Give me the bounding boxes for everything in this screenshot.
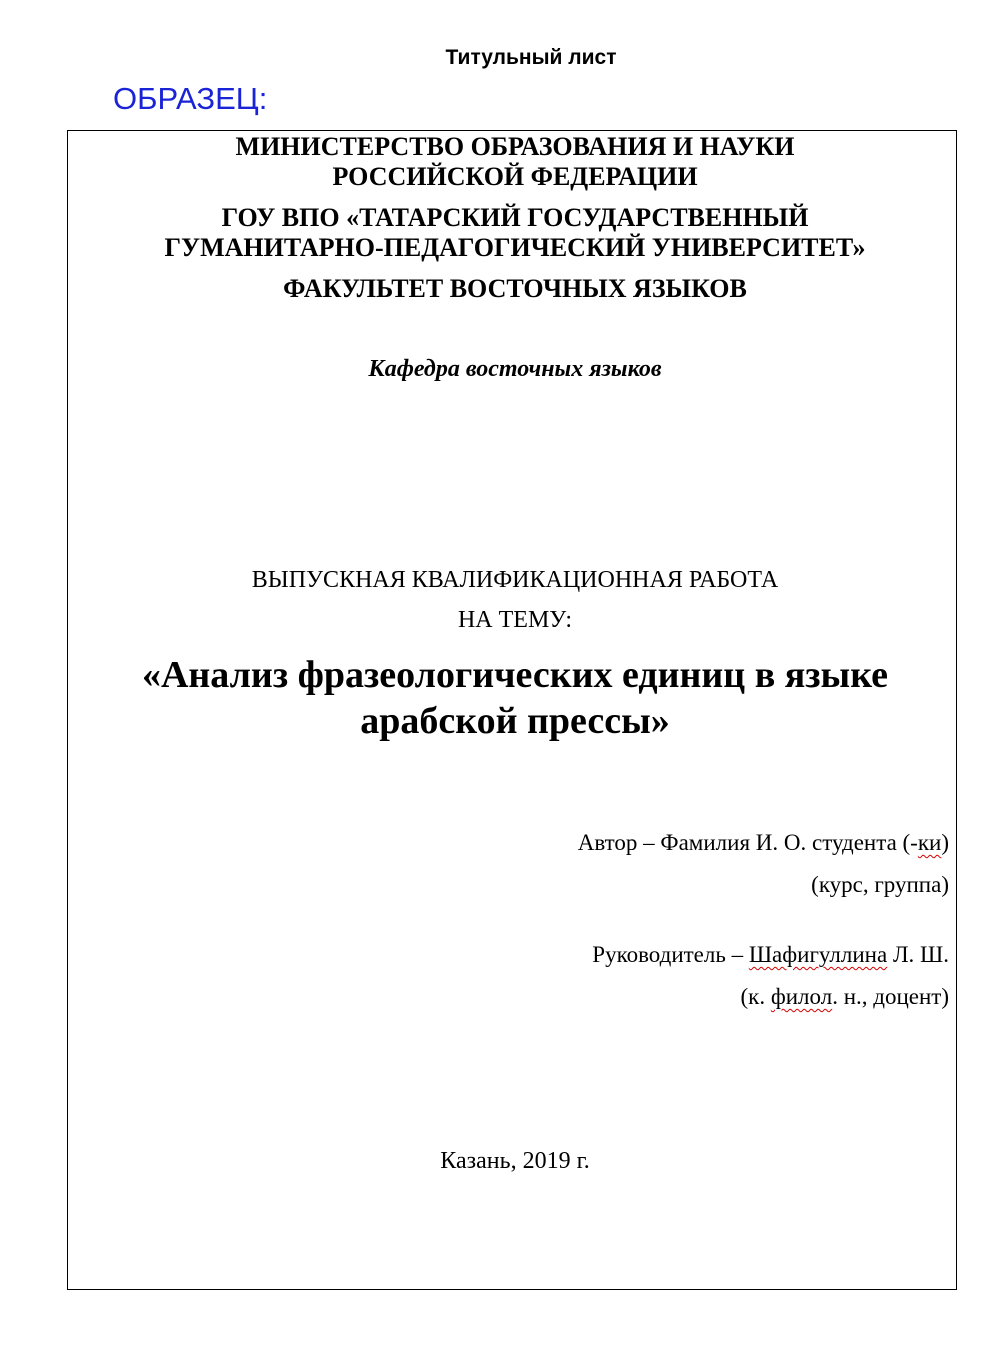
- work-type-line-1: ВЫПУСКНАЯ КВАЛИФИКАЦИОННАЯ РАБОТА: [251, 567, 779, 593]
- department-name: Кафедра восточных языков: [368, 356, 662, 382]
- supervisor-prefix: Руководитель –: [592, 942, 749, 967]
- author-suffix: ): [941, 830, 949, 855]
- spellcheck-fragment: ки: [917, 830, 942, 855]
- supervisor-degree: филол: [770, 984, 833, 1009]
- topic-line-2: арабской прессы»: [360, 700, 670, 742]
- university-line-1: ГОУ ВПО «ТАТАРСКИЙ ГОСУДАРСТВЕННЫЙ: [221, 203, 809, 232]
- work-type-line-2: НА ТЕМУ:: [457, 607, 573, 633]
- supervisor-line: [592, 942, 949, 968]
- supervisor-name: Шафигуллина: [748, 942, 888, 967]
- faculty-name: ФАКУЛЬТЕТ ВОСТОЧНЫХ ЯЗЫКОВ: [283, 274, 747, 303]
- sample-label: ОБРАЗЕЦ:: [113, 81, 268, 116]
- university-line-2: ГУМАНИТАРНО-ПЕДАГОГИЧЕСКИЙ УНИВЕРСИТЕТ»: [164, 233, 866, 262]
- author-line: [578, 830, 949, 856]
- author-details: (курс, группа): [811, 872, 949, 897]
- supervisor-details-prefix: (к.: [740, 984, 771, 1009]
- author-text: Автор – Фамилия И. О. студента (-: [577, 830, 918, 855]
- supervisor-details-suffix: . н., доцент): [832, 984, 949, 1009]
- supervisor-details: [740, 984, 949, 1010]
- title-page-frame: [67, 130, 957, 1290]
- ministry-line-1: МИНИСТЕРСТВО ОБРАЗОВАНИЯ И НАУКИ: [235, 132, 795, 161]
- page-heading: Титульный лист: [445, 46, 617, 69]
- city-year: Казань, 2019 г.: [440, 1148, 590, 1174]
- supervisor-suffix: Л. Ш.: [887, 942, 949, 967]
- topic-line-1: «Анализ фразеологических единиц в языке: [141, 654, 889, 696]
- ministry-line-2: РОССИЙСКОЙ ФЕДЕРАЦИИ: [332, 162, 698, 191]
